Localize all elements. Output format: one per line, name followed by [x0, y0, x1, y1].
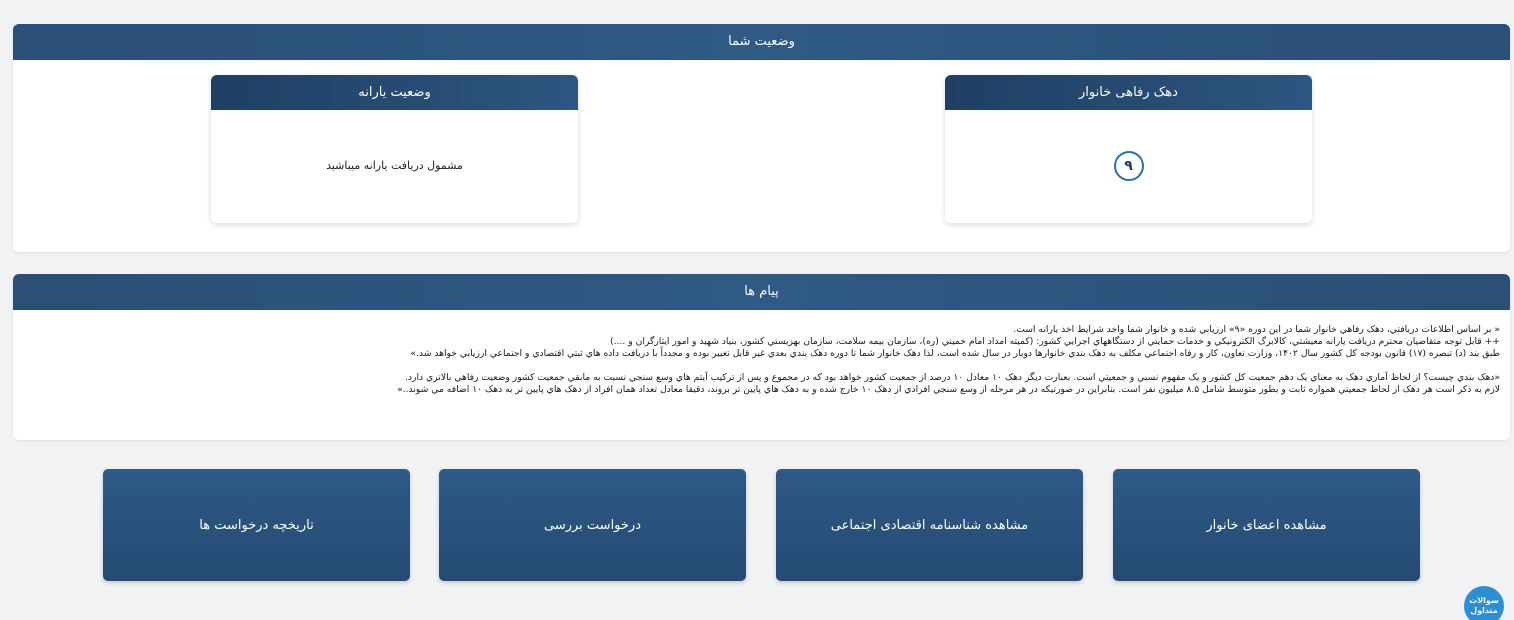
faq-button[interactable]: [1464, 586, 1504, 620]
messages-body: [13, 310, 1510, 396]
subsidy-card-title: وضعیت یارانه: [211, 75, 578, 110]
decile-value-badge: ۹: [1114, 151, 1144, 181]
socio-economic-id-button[interactable]: مشاهده شناسنامه اقتصادی اجتماعی: [776, 469, 1083, 581]
status-panel-title: وضعیت شما: [13, 24, 1510, 60]
messages-panel-title: پیام ها: [13, 274, 1510, 310]
message-spacer: [23, 360, 1500, 372]
decile-card: [945, 75, 1312, 223]
subsidy-card: [211, 75, 578, 223]
message-line: «دهک بندي چيست؟ از لحاظ آماري دهک به معناي يک دهم جمعيت کل کشور و يک مفهوم نسبي و جمعيتي است. بعبارت ديگر دهک ۱۰ معادل ۱۰ درصد از جمعيت کشور خواهد بود که در مجموع و پس از ترکيب آيتم هاي وسع سنجي نسبت به مابقي جمعيت کشور وضعيت رفاهي بالاتري دارد.: [405, 372, 1500, 383]
message-line: طبق بند (د) تبصره (۱۷) قانون بودجه کل کشور سال ۱۴۰۲، وزارت تعاون، کار و رفاه اجتماعي مکلف به دهک بندي خانوارها دوبار در سال شده است، لذا دهک خانوار شما تا دوره دهک بندي بعدي غير قابل تغيير بوده و مجدداً با دريافت داده هاي ثبتي اقتصادي و اجتماعي ارزيابي خواهد شد.»: [410, 348, 1500, 359]
status-panel: [13, 24, 1510, 252]
message-line: لازم به ذکر است هر دهک از لحاظ جمعيتي همواره ثابت و بطور متوسط شامل ۸.۵ ميليون نفر است. بنابراين در صورتيکه در هر مرحله از وسع سنجي افرادي از دهک ۱۰ خارج شده و به دهک هاي پايين تر بروند، دقيقا معادل تعداد همان افراد از دهک هاي پايين تر به دهک ۱۰ اضافه مي شوند..»: [397, 384, 1500, 395]
message-line: ++ قابل توجه متقاضیان محترم دریافت یارانه معیشتي، کالابرگ الکترونيکي و خدمات حمايتي از دستگاههاي اجرايي کشور: (کميته امداد امام خميني (ره)، سازمان بيمه سلامت، سازمان بهزيستي کشور، بنياد شهيد و امور ايثارگران و ....): [610, 336, 1500, 347]
request-history-button[interactable]: تاریخچه درخواست ها: [103, 469, 410, 581]
messages-panel: [13, 274, 1510, 440]
review-request-button[interactable]: درخواست بررسی: [439, 469, 746, 581]
family-members-button[interactable]: مشاهده اعضای خانوار: [1113, 469, 1420, 581]
message-line: « بر اساس اطلاعات دريافتي، دهک رفاهي خانوار شما در اين دوره «۹» ارزيابي شده و خانوار شما واجد شرايط اخذ يارانه است.: [1013, 324, 1500, 335]
decile-card-title: دهک رفاهی خانوار: [945, 75, 1312, 110]
faq-label-line2: متداول: [1470, 606, 1498, 615]
subsidy-status-text: مشمول دریافت یارانه میباشید: [326, 159, 463, 172]
faq-label-line1: سوالات: [1469, 596, 1499, 605]
